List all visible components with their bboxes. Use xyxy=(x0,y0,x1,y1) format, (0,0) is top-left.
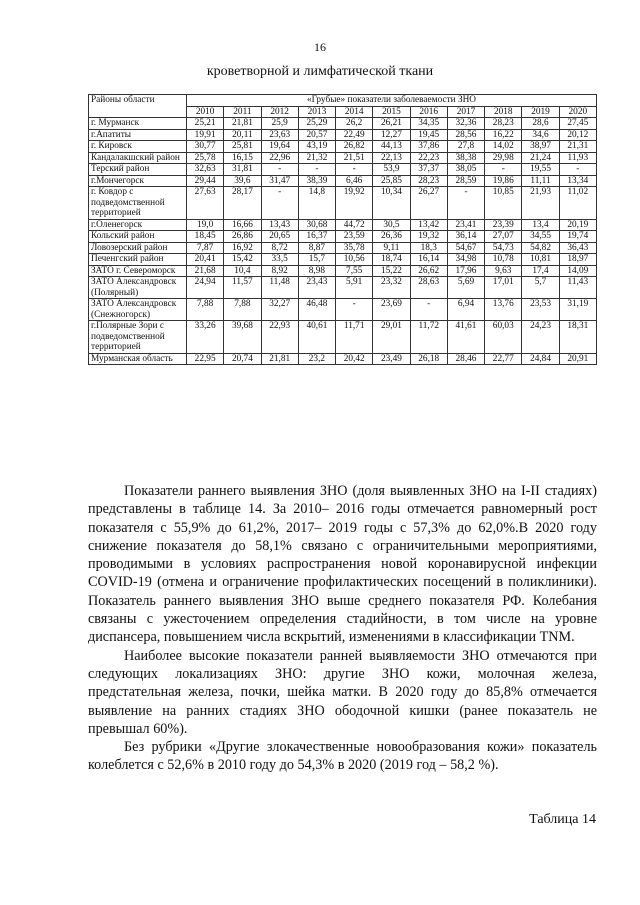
region-name: Терский район xyxy=(89,164,187,176)
incidence-value: 10,56 xyxy=(336,254,373,266)
incidence-value: 11,43 xyxy=(559,277,596,299)
incidence-value: 25,85 xyxy=(373,175,410,187)
incidence-value: 16,92 xyxy=(224,242,261,254)
incidence-value: 46,48 xyxy=(298,299,335,321)
body-text xyxy=(88,482,597,775)
incidence-value: 21,32 xyxy=(298,152,335,164)
incidence-value: 26,18 xyxy=(410,353,447,365)
incidence-value: 23,59 xyxy=(336,231,373,243)
incidence-value: 25,9 xyxy=(261,118,298,130)
incidence-value: 19,91 xyxy=(187,129,224,141)
incidence-value: 8,98 xyxy=(298,265,335,277)
incidence-value: 43,19 xyxy=(298,141,335,153)
incidence-value: 41,61 xyxy=(447,321,484,354)
incidence-value: 10,85 xyxy=(485,187,522,220)
incidence-value: 26,2 xyxy=(336,118,373,130)
incidence-value: 9,63 xyxy=(485,265,522,277)
table-row xyxy=(89,277,597,299)
incidence-value: 37,86 xyxy=(410,141,447,153)
incidence-value: 13,76 xyxy=(485,299,522,321)
incidence-value: 28,46 xyxy=(447,353,484,365)
incidence-value: 7,87 xyxy=(187,242,224,254)
incidence-value: 15,42 xyxy=(224,254,261,266)
incidence-value: 15,22 xyxy=(373,265,410,277)
incidence-value: 23,53 xyxy=(522,299,559,321)
table-caption: кроветворной и лимфатической ткани xyxy=(206,64,434,79)
incidence-value: 30,5 xyxy=(373,219,410,231)
next-table-label: Таблица 14 xyxy=(529,812,596,827)
incidence-value: 22,13 xyxy=(373,152,410,164)
paragraph: Показатели раннего выявления ЗНО (доля выявленных ЗНО на I-II стадиях) представлены в таблице 14. За 2010– 2016 годы отмечается равномерный рост показателя с 55,9% до 61,2%, 2017– 2019 годы с 57,3% до 62,0%.В 2020 году снижение показателя до 58,1% связано с ограничительными мероприятиями, проводимыми в условиях распространения новой коронавирусной инфекции COVID-19 (отмена и ограничение профилактических посещений в поликлиники). Показатель раннего выявления ЗНО выше среднего показателя РФ. Колебания связаны с ужесточением определения стадийности, в том числе на уровне диспансера, повышением числа вскрытий, изменениями в классификации TNM. xyxy=(88,483,597,646)
incidence-value: 5,7 xyxy=(522,277,559,299)
incidence-value: 21,24 xyxy=(522,152,559,164)
incidence-value: 23,41 xyxy=(447,219,484,231)
incidence-value: 19,64 xyxy=(261,141,298,153)
table-row xyxy=(89,265,597,277)
incidence-value: 31,81 xyxy=(224,164,261,176)
region-name: Печенгский район xyxy=(89,254,187,266)
table-row xyxy=(89,152,597,164)
incidence-value: 29,44 xyxy=(187,175,224,187)
region-name: г.Полярные Зори с подведомственной территорией xyxy=(89,321,187,354)
table-row xyxy=(89,231,597,243)
year-header: 2015 xyxy=(373,106,410,118)
incidence-value: 38,05 xyxy=(447,164,484,176)
incidence-value: 18,97 xyxy=(559,254,596,266)
incidence-value: 25,29 xyxy=(298,118,335,130)
incidence-value: 22,77 xyxy=(485,353,522,365)
incidence-value: 20,74 xyxy=(224,353,261,365)
incidence-value: 40,61 xyxy=(298,321,335,354)
incidence-value: 28,23 xyxy=(485,118,522,130)
incidence-value: 30,77 xyxy=(187,141,224,153)
page-number: 16 xyxy=(314,40,326,54)
incidence-value: 35,78 xyxy=(336,242,373,254)
incidence-value: 5,91 xyxy=(336,277,373,299)
region-name: Кольский район xyxy=(89,231,187,243)
incidence-value: - xyxy=(410,299,447,321)
incidence-value: 16,14 xyxy=(410,254,447,266)
incidence-value: 13,42 xyxy=(410,219,447,231)
incidence-value: 18,31 xyxy=(559,321,596,354)
incidence-value: 16,15 xyxy=(224,152,261,164)
incidence-value: 20,65 xyxy=(261,231,298,243)
incidence-value: 28,23 xyxy=(410,175,447,187)
incidence-value: 26,62 xyxy=(410,265,447,277)
incidence-value: 13,43 xyxy=(261,219,298,231)
year-header: 2014 xyxy=(336,106,373,118)
incidence-value: 11,48 xyxy=(261,277,298,299)
incidence-value: 7,88 xyxy=(224,299,261,321)
year-header: 2011 xyxy=(224,106,261,118)
table-row xyxy=(89,187,597,220)
incidence-value: 26,21 xyxy=(373,118,410,130)
incidence-value: 34,35 xyxy=(410,118,447,130)
incidence-value: 26,36 xyxy=(373,231,410,243)
incidence-value: 26,86 xyxy=(224,231,261,243)
region-name: г. Мурманск xyxy=(89,118,187,130)
incidence-value: 17,01 xyxy=(485,277,522,299)
incidence-value: 20,41 xyxy=(187,254,224,266)
paragraph: Без рубрики «Другие злокачественные новообразования кожи» показатель колеблется с 52,6% в 2010 году до 54,3% в 2020 (2019 год – 58,2 %). xyxy=(88,739,597,774)
incidence-value: 27,8 xyxy=(447,141,484,153)
incidence-value: 23,49 xyxy=(373,353,410,365)
paragraph: Наиболее высокие показатели ранней выявляемости ЗНО отмечаются при следующих локализациях ЗНО: другие ЗНО кожи, молочная железа, предстательная железа, почки, шейка матки. В 2020 году до 85,8% отмечается выявление на ранних стадиях ЗНО ободочной кишки (ранее показатель не превышал 60%). xyxy=(88,647,597,737)
incidence-value: - xyxy=(336,299,373,321)
incidence-value: 54,82 xyxy=(522,242,559,254)
incidence-value: 14,02 xyxy=(485,141,522,153)
incidence-value: 21,93 xyxy=(522,187,559,220)
incidence-value: 16,37 xyxy=(298,231,335,243)
incidence-value: 32,63 xyxy=(187,164,224,176)
incidence-value: 20,57 xyxy=(298,129,335,141)
region-name: Мурманская область xyxy=(89,353,187,365)
incidence-value: 5,69 xyxy=(447,277,484,299)
table-row xyxy=(89,353,597,365)
incidence-value: 23,43 xyxy=(298,277,335,299)
incidence-value: 18,3 xyxy=(410,242,447,254)
incidence-value: 14,09 xyxy=(559,265,596,277)
incidence-value: 21,81 xyxy=(261,353,298,365)
incidence-value: 44,72 xyxy=(336,219,373,231)
incidence-value: 18,74 xyxy=(373,254,410,266)
incidence-value: 27,07 xyxy=(485,231,522,243)
table-row xyxy=(89,175,597,187)
table-row xyxy=(89,219,597,231)
incidence-value: 24,84 xyxy=(522,353,559,365)
incidence-value: 28,63 xyxy=(410,277,447,299)
table-row xyxy=(89,242,597,254)
incidence-value: 38,38 xyxy=(447,152,484,164)
incidence-value: 9,11 xyxy=(373,242,410,254)
year-header: 2013 xyxy=(298,106,335,118)
incidence-table xyxy=(88,94,597,365)
region-name: Кандалакшский район xyxy=(89,152,187,164)
incidence-value: 28,6 xyxy=(522,118,559,130)
incidence-value: - xyxy=(261,164,298,176)
incidence-value: 31,47 xyxy=(261,175,298,187)
incidence-value: 8,87 xyxy=(298,242,335,254)
incidence-value: 54,73 xyxy=(485,242,522,254)
table-row xyxy=(89,299,597,321)
region-name: г.Оленегорск xyxy=(89,219,187,231)
incidence-value: - xyxy=(559,164,596,176)
incidence-value: 39,6 xyxy=(224,175,261,187)
incidence-value: 23,63 xyxy=(261,129,298,141)
incidence-value: 38,39 xyxy=(298,175,335,187)
incidence-value: 33,5 xyxy=(261,254,298,266)
incidence-value: 22,95 xyxy=(187,353,224,365)
incidence-value: 21,31 xyxy=(559,141,596,153)
region-name: ЗАТО Александровск (Снежногорск) xyxy=(89,299,187,321)
year-header: 2017 xyxy=(447,106,484,118)
incidence-value: 19,74 xyxy=(559,231,596,243)
incidence-value: 27,45 xyxy=(559,118,596,130)
incidence-value: 33,26 xyxy=(187,321,224,354)
region-name: Ловозерский район xyxy=(89,242,187,254)
incidence-value: 7,88 xyxy=(187,299,224,321)
region-name: г.Мончегорск xyxy=(89,175,187,187)
year-header: 2016 xyxy=(410,106,447,118)
incidence-value: 7,55 xyxy=(336,265,373,277)
incidence-value: 11,02 xyxy=(559,187,596,220)
incidence-value: 34,98 xyxy=(447,254,484,266)
incidence-value: 29,01 xyxy=(373,321,410,354)
incidence-value: 39,68 xyxy=(224,321,261,354)
incidence-value: 19,92 xyxy=(336,187,373,220)
region-name: г. Кировск xyxy=(89,141,187,153)
incidence-value: 18,45 xyxy=(187,231,224,243)
incidence-value: - xyxy=(485,164,522,176)
incidence-value: 19,0 xyxy=(187,219,224,231)
year-header: 2018 xyxy=(485,106,522,118)
incidence-value: 12,27 xyxy=(373,129,410,141)
incidence-value: 29,98 xyxy=(485,152,522,164)
incidence-group-header: «Грубые» показатели заболеваемости ЗНО xyxy=(187,95,597,107)
incidence-value: 23,39 xyxy=(485,219,522,231)
incidence-value: 16,22 xyxy=(485,129,522,141)
incidence-value: 6,94 xyxy=(447,299,484,321)
incidence-value: 36,43 xyxy=(559,242,596,254)
incidence-value: 34,6 xyxy=(522,129,559,141)
incidence-value: 25,81 xyxy=(224,141,261,153)
incidence-value: 17,96 xyxy=(447,265,484,277)
incidence-value: 13,4 xyxy=(522,219,559,231)
region-name: ЗАТО Александровск (Полярный) xyxy=(89,277,187,299)
incidence-value: 10,81 xyxy=(522,254,559,266)
incidence-value: - xyxy=(336,164,373,176)
incidence-value: 25,21 xyxy=(187,118,224,130)
incidence-value: 54,67 xyxy=(447,242,484,254)
incidence-value: 44,13 xyxy=(373,141,410,153)
region-name: г. Ковдор с подведомственной территорией xyxy=(89,187,187,220)
incidence-value: 11,71 xyxy=(336,321,373,354)
incidence-value: 15,7 xyxy=(298,254,335,266)
incidence-value: 28,56 xyxy=(447,129,484,141)
incidence-value: 26,27 xyxy=(410,187,447,220)
year-header: 2019 xyxy=(522,106,559,118)
incidence-value: 60,03 xyxy=(485,321,522,354)
incidence-value: 19,86 xyxy=(485,175,522,187)
incidence-value: 21,51 xyxy=(336,152,373,164)
incidence-value: 22,93 xyxy=(261,321,298,354)
incidence-value: 8,72 xyxy=(261,242,298,254)
incidence-value: 10,78 xyxy=(485,254,522,266)
region-name: г.Апатиты xyxy=(89,129,187,141)
incidence-value: 32,27 xyxy=(261,299,298,321)
incidence-value: 16,66 xyxy=(224,219,261,231)
table-row xyxy=(89,164,597,176)
table-row xyxy=(89,321,597,354)
incidence-value: 20,19 xyxy=(559,219,596,231)
incidence-value: 28,17 xyxy=(224,187,261,220)
incidence-value: 10,4 xyxy=(224,265,261,277)
incidence-value: 30,68 xyxy=(298,219,335,231)
incidence-value: 53,9 xyxy=(373,164,410,176)
incidence-value: 23,2 xyxy=(298,353,335,365)
incidence-value: 11,11 xyxy=(522,175,559,187)
incidence-value: 34,55 xyxy=(522,231,559,243)
table-row xyxy=(89,254,597,266)
incidence-value: - xyxy=(447,187,484,220)
incidence-value: 24,94 xyxy=(187,277,224,299)
incidence-value: 37,37 xyxy=(410,164,447,176)
incidence-value: 20,91 xyxy=(559,353,596,365)
incidence-value: 11,57 xyxy=(224,277,261,299)
year-header: 2020 xyxy=(559,106,596,118)
incidence-value: 20,12 xyxy=(559,129,596,141)
incidence-value: 10,34 xyxy=(373,187,410,220)
incidence-value: - xyxy=(298,164,335,176)
incidence-value: 8,92 xyxy=(261,265,298,277)
incidence-value: 13,34 xyxy=(559,175,596,187)
region-name: ЗАТО г. Североморск xyxy=(89,265,187,277)
incidence-value: 28,59 xyxy=(447,175,484,187)
incidence-value: 23,32 xyxy=(373,277,410,299)
incidence-value: 26,82 xyxy=(336,141,373,153)
table-row xyxy=(89,118,597,130)
incidence-value: 19,32 xyxy=(410,231,447,243)
year-header: 2012 xyxy=(261,106,298,118)
incidence-value: 22,96 xyxy=(261,152,298,164)
incidence-value: 21,68 xyxy=(187,265,224,277)
incidence-value: 27,63 xyxy=(187,187,224,220)
incidence-value: 20,11 xyxy=(224,129,261,141)
incidence-value: 32,36 xyxy=(447,118,484,130)
incidence-value: - xyxy=(261,187,298,220)
incidence-value: 6,46 xyxy=(336,175,373,187)
incidence-value: 14,8 xyxy=(298,187,335,220)
year-header: 2010 xyxy=(187,106,224,118)
incidence-value: 22,23 xyxy=(410,152,447,164)
incidence-value: 36,14 xyxy=(447,231,484,243)
incidence-value: 23,69 xyxy=(373,299,410,321)
incidence-value: 22,49 xyxy=(336,129,373,141)
incidence-value: 19,55 xyxy=(522,164,559,176)
table-header-row xyxy=(89,95,597,107)
incidence-value: 21,81 xyxy=(224,118,261,130)
incidence-value: 20,42 xyxy=(336,353,373,365)
table-row xyxy=(89,129,597,141)
incidence-value: 24,23 xyxy=(522,321,559,354)
incidence-value: 19,45 xyxy=(410,129,447,141)
table-row xyxy=(89,141,597,153)
incidence-value: 31,19 xyxy=(559,299,596,321)
region-column-header: Районы области xyxy=(89,95,187,118)
incidence-value: 17,4 xyxy=(522,265,559,277)
incidence-value: 38,97 xyxy=(522,141,559,153)
incidence-value: 11,93 xyxy=(559,152,596,164)
incidence-value: 11,72 xyxy=(410,321,447,354)
incidence-value: 25,78 xyxy=(187,152,224,164)
